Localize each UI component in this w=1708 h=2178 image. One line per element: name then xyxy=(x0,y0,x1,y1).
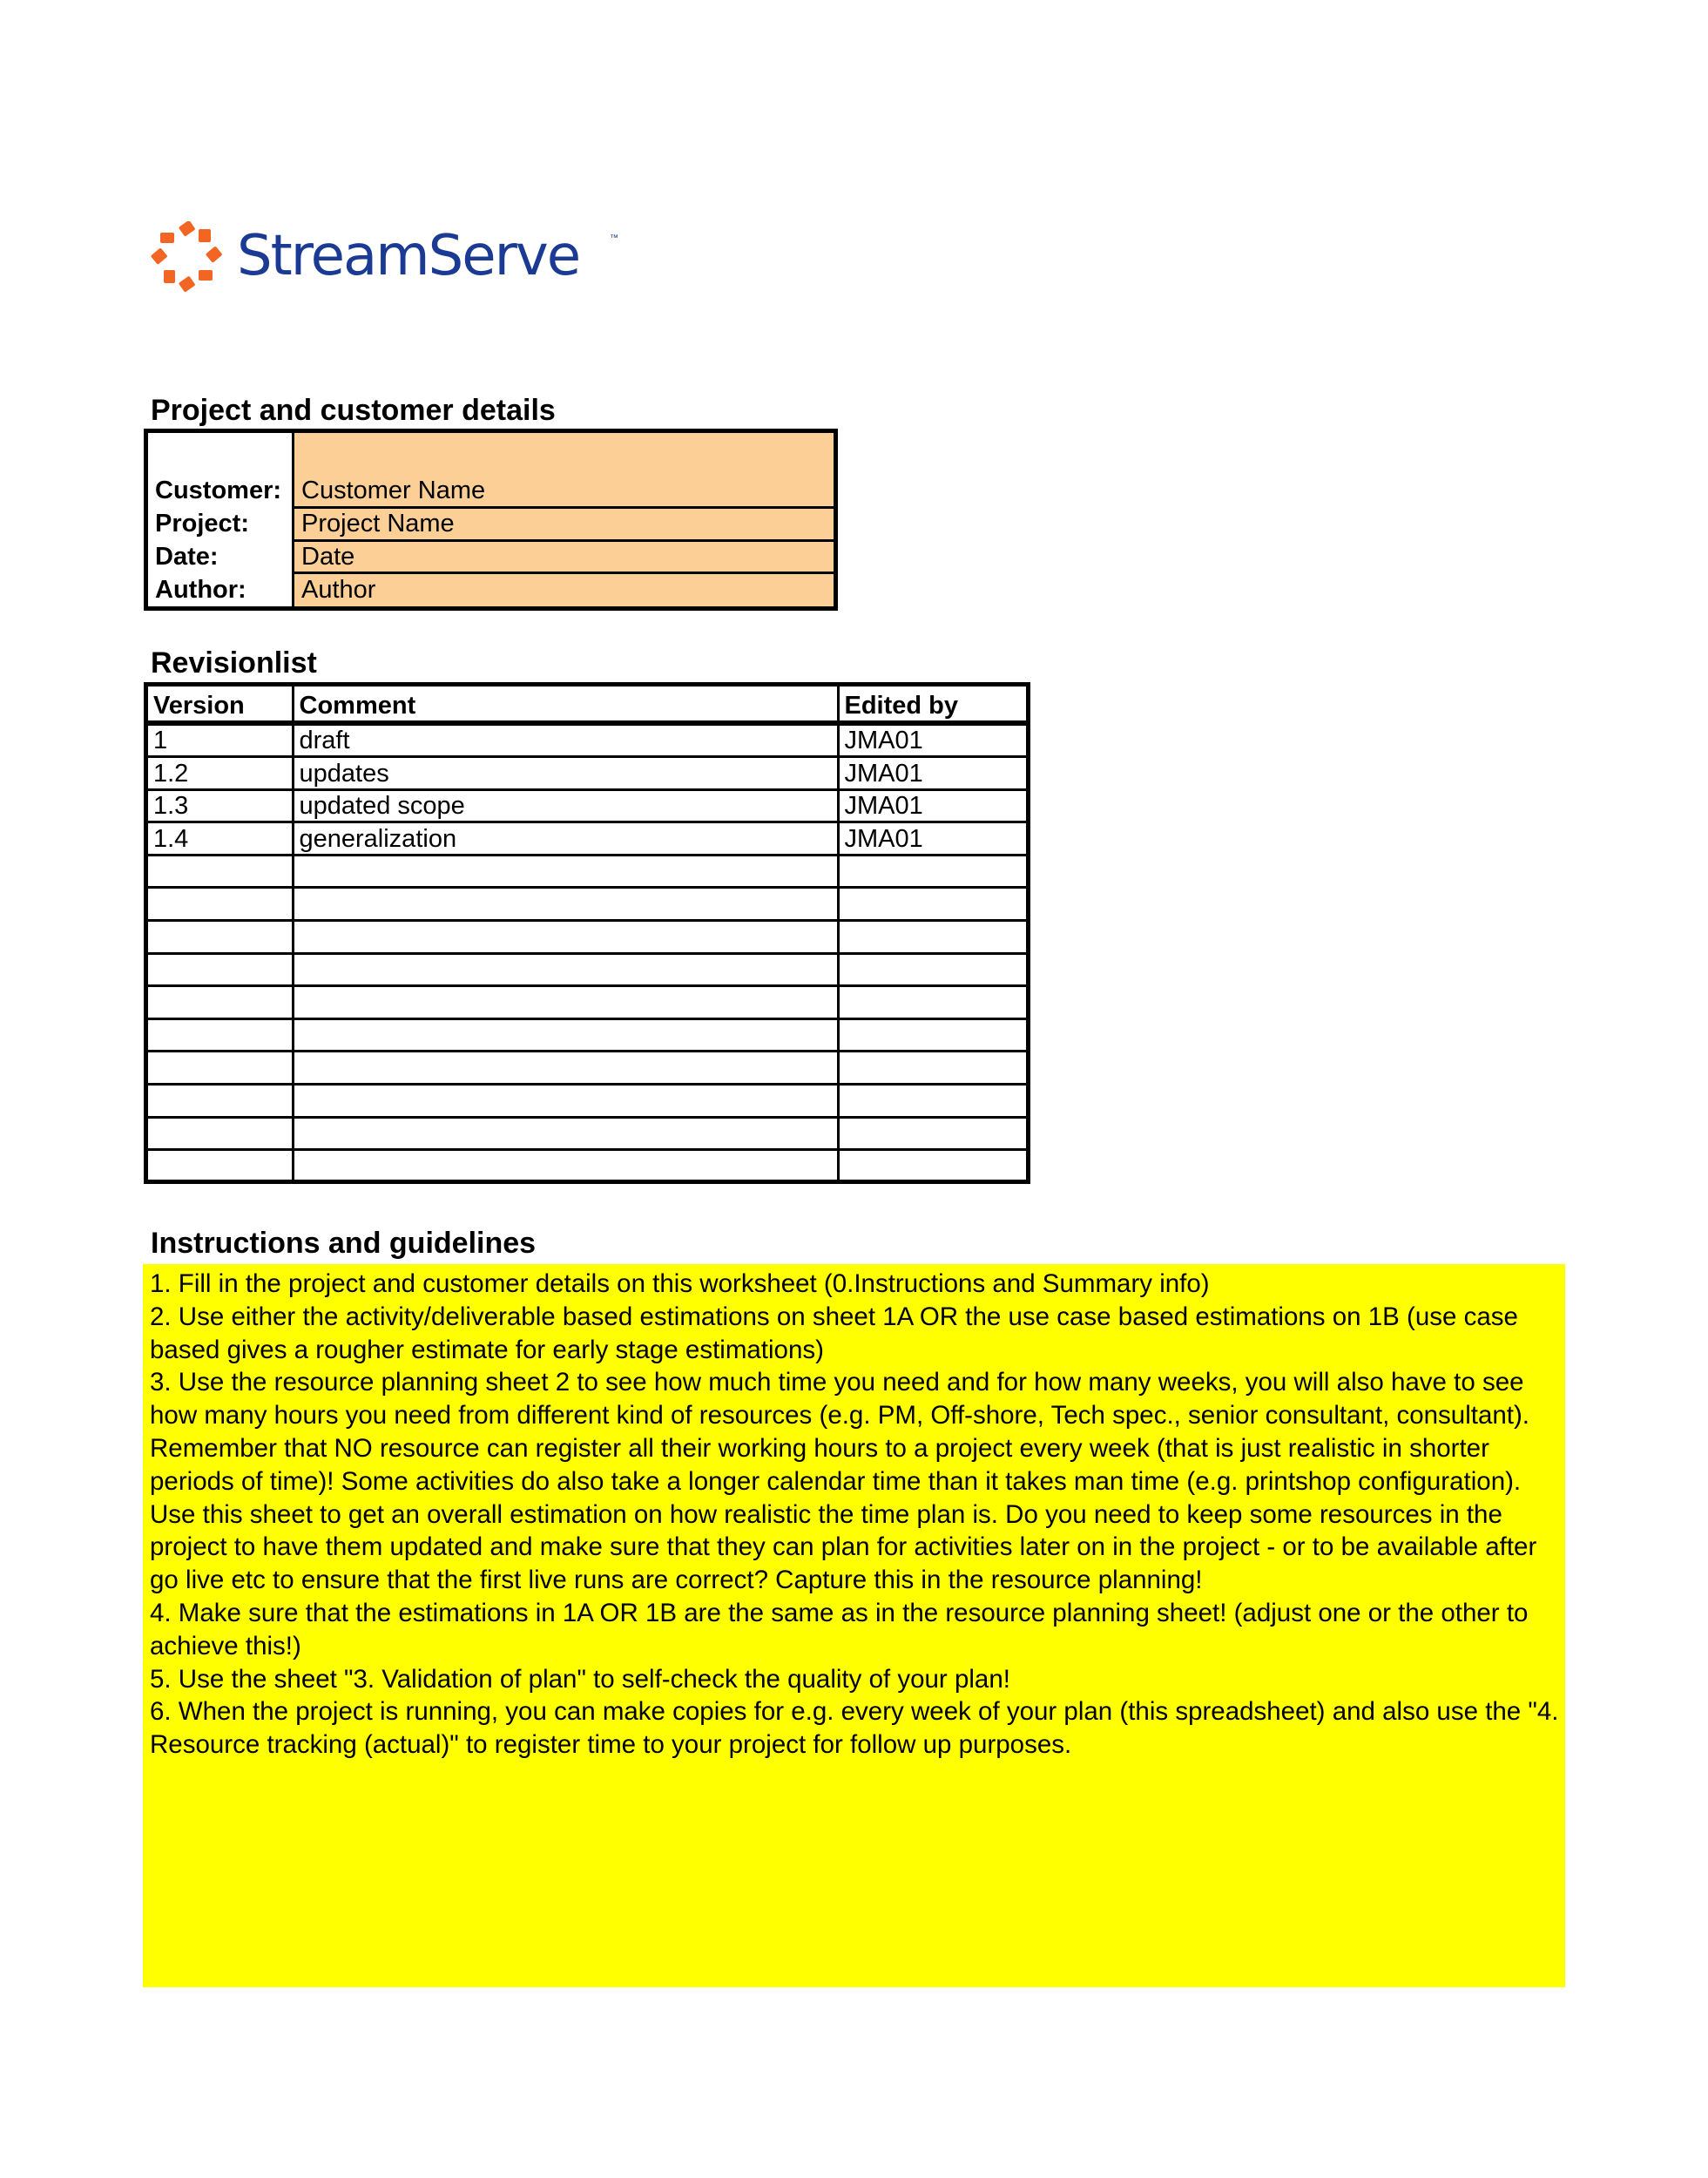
edited-by-cell[interactable]: JMA01 xyxy=(838,822,1026,856)
edited-by-cell[interactable] xyxy=(838,1018,1026,1052)
comment-cell[interactable]: draft xyxy=(293,723,838,757)
comment-cell[interactable] xyxy=(293,1018,838,1052)
comment-cell[interactable] xyxy=(293,1084,838,1117)
edited-by-cell[interactable] xyxy=(838,986,1026,1019)
table-row xyxy=(148,789,1026,822)
revision-list-heading: Revisionlist xyxy=(151,646,317,680)
instructions-box xyxy=(143,1264,1565,1987)
comment-cell[interactable] xyxy=(293,1150,838,1183)
comment-cell[interactable]: generalization xyxy=(293,822,838,856)
field-label: Project: xyxy=(155,510,249,538)
version-cell[interactable] xyxy=(148,1084,293,1117)
comment-cell[interactable] xyxy=(293,888,838,921)
version-cell[interactable] xyxy=(148,888,293,921)
version-cell[interactable] xyxy=(148,920,293,953)
table-header-row xyxy=(148,687,1026,723)
field-customer xyxy=(148,473,834,506)
project-details-heading: Project and customer details xyxy=(151,394,556,427)
version-cell[interactable] xyxy=(148,1018,293,1052)
version-cell[interactable] xyxy=(148,855,293,888)
table-row xyxy=(148,855,1026,888)
comment-cell[interactable] xyxy=(293,1052,838,1085)
customer-name-cell[interactable]: Customer Name xyxy=(301,477,486,504)
version-cell[interactable] xyxy=(148,953,293,986)
edited-by-cell[interactable] xyxy=(838,1117,1026,1150)
author-cell[interactable]: Author xyxy=(301,576,376,604)
field-label: Customer: xyxy=(155,477,282,504)
comment-cell[interactable] xyxy=(293,1117,838,1150)
field-author xyxy=(148,572,834,605)
edited-by-cell[interactable] xyxy=(838,1084,1026,1117)
version-cell[interactable] xyxy=(148,1150,293,1183)
version-cell[interactable] xyxy=(148,1052,293,1085)
column-header-edited-by: Edited by xyxy=(838,687,1026,723)
table-row xyxy=(148,723,1026,757)
comment-cell[interactable] xyxy=(293,920,838,953)
table-row xyxy=(148,1150,1026,1183)
table-row xyxy=(148,986,1026,1019)
field-label: Author: xyxy=(155,576,246,604)
table-row xyxy=(148,953,1026,986)
table-row xyxy=(148,822,1026,856)
instruction-item: 6. When the project is running, you can make copies for e.g. every week of your plan (this spreadsheet) and also use the "4. Resource tracking (actual)" to register time to your project for follow up purposes. xyxy=(150,1697,1559,1760)
version-cell[interactable]: 1 xyxy=(148,723,293,757)
version-cell[interactable]: 1.4 xyxy=(148,822,293,856)
comment-cell[interactable] xyxy=(293,953,838,986)
comment-cell[interactable] xyxy=(293,986,838,1019)
logo-brand-name: StreamServe xyxy=(237,224,580,288)
edited-by-cell[interactable] xyxy=(838,1052,1026,1085)
comment-cell[interactable]: updated scope xyxy=(293,789,838,822)
edited-by-cell[interactable]: JMA01 xyxy=(838,723,1026,757)
version-cell[interactable] xyxy=(148,986,293,1019)
date-cell[interactable]: Date xyxy=(301,543,355,571)
instruction-item: 3. Use the resource planning sheet 2 to see how much time you need and for how many weeks, you will also have to see how many hours you need from different kind of resources (e.g. PM, Off-shore, Tech spec., senior consultant, consultant). Remember that NO resource can register all their working hours to a project every week (that is just realistic in shorter periods of time)! Some activities do also take a longer calendar time than it takes man time (e.g. printshop configuration). Use this sheet to get an overall estimation on how realistic the time plan is. Do you need to keep some resources in the project to have them updated and make sure that they can plan for activities later on in the project - or to be available after go live etc to ensure that the first live runs are correct? Capture this in the resource planning! xyxy=(150,1368,1537,1595)
edited-by-cell[interactable] xyxy=(838,855,1026,888)
comment-cell[interactable] xyxy=(293,855,838,888)
comment-cell[interactable]: updates xyxy=(293,757,838,790)
streamserve-logo xyxy=(150,220,618,298)
table-row xyxy=(148,920,1026,953)
project-name-cell[interactable]: Project Name xyxy=(301,510,455,538)
edited-by-cell[interactable]: JMA01 xyxy=(838,757,1026,790)
field-date xyxy=(148,539,834,572)
field-label: Date: xyxy=(155,543,219,571)
revision-list-table xyxy=(144,682,1030,1184)
field-project xyxy=(148,506,834,539)
instruction-item: 2. Use either the activity/deliverable based estimations on sheet 1A OR the use case based estimations on 1B (use case based gives a rougher estimate for early stage estimations) xyxy=(150,1302,1518,1364)
version-cell[interactable]: 1.3 xyxy=(148,789,293,822)
instruction-item: 4. Make sure that the estimations in 1A OR 1B are the same as in the resource planning sheet! (adjust one or the other to achieve this!) xyxy=(150,1598,1529,1661)
logo-trademark: ™ xyxy=(610,233,618,243)
instruction-item: 1. Fill in the project and customer details on this worksheet (0.Instructions and Summary info) xyxy=(150,1269,1210,1298)
version-cell[interactable]: 1.2 xyxy=(148,757,293,790)
edited-by-cell[interactable] xyxy=(838,1150,1026,1183)
edited-by-cell[interactable] xyxy=(838,920,1026,953)
instructions-heading: Instructions and guidelines xyxy=(151,1227,537,1260)
version-cell[interactable] xyxy=(148,1117,293,1150)
table-row xyxy=(148,1052,1026,1085)
column-header-version: Version xyxy=(148,687,293,723)
instruction-item: 5. Use the sheet "3. Validation of plan" to self-check the quality of your plan! xyxy=(150,1664,1010,1694)
column-header-comment: Comment xyxy=(293,687,838,723)
table-row xyxy=(148,1117,1026,1150)
project-details-table xyxy=(144,429,838,611)
edited-by-cell[interactable] xyxy=(838,888,1026,921)
edited-by-cell[interactable] xyxy=(838,953,1026,986)
table-row xyxy=(148,757,1026,790)
edited-by-cell[interactable]: JMA01 xyxy=(838,789,1026,822)
table-row xyxy=(148,888,1026,921)
table-row xyxy=(148,1018,1026,1052)
table-row xyxy=(148,1084,1026,1117)
logo-mark-icon xyxy=(150,221,225,296)
